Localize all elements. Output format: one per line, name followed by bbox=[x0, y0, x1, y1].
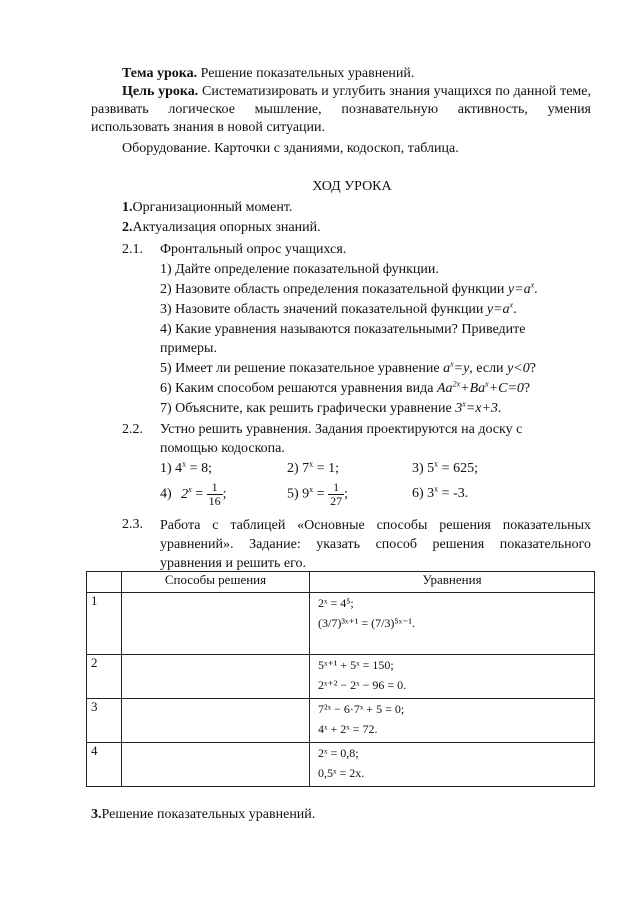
question-3: 3) Назовите область значений показательной функции $y=a^x$. bbox=[160, 300, 517, 317]
question-5: 5) Имеет ли решение показательное уравнение $a^x=y$, если y<0? bbox=[160, 359, 536, 376]
question-4-a: 4) Какие уравнения называются показательными? Приведите bbox=[160, 322, 526, 337]
question-2: 2) Назовите область определения показательной функции $y=a^x$. bbox=[160, 280, 538, 297]
item-2-3-text: Работа с таблицей «Основные способы решения показательных уравнений». Задание: указать способ решения показательного уравнения и решить его. bbox=[160, 518, 591, 571]
table-row: 3 7²ˣ − 6·7ˣ + 5 = 0; 4ˣ + 2ˣ = 72. bbox=[87, 699, 595, 743]
course-title: ХОД УРОКА bbox=[312, 179, 392, 194]
question-6: 6) Каким способом решаются уравнения вида $Aa^{2x}+Ba^x+C=0$? bbox=[160, 379, 531, 396]
row-1-equation-1: 2ˣ = 4⁵; bbox=[318, 596, 354, 610]
item-2-1-title: Фронтальный опрос учащихся. bbox=[160, 242, 347, 257]
item-2-1-number: 2.1. bbox=[122, 242, 143, 257]
section-1: 1.Организационный момент. bbox=[122, 200, 293, 215]
goal-paragraph: Цель урока. Систематизировать и углубить знания учащихся по данной теме, развивать логическое мышление, познавательную активность, умения использовать знания в новой ситуации. bbox=[91, 84, 591, 135]
equation-3: 3) $5^x = 625$; bbox=[412, 459, 478, 476]
table-row: 1 2ˣ = 4⁵; (3/7)³ˣ⁺¹ = (7/3)⁵ˣ⁻¹. bbox=[87, 593, 595, 655]
equation-2: 2) $7^x = 1$; bbox=[287, 459, 339, 476]
table-row: 4 2ˣ = 0,8; 0,5ˣ = 2x. bbox=[87, 743, 595, 787]
table-row: 2 5ˣ⁺¹ + 5ˣ = 150; 2ˣ⁺² − 2ˣ − 96 = 0. bbox=[87, 655, 595, 699]
table-header-row bbox=[87, 572, 595, 593]
topic-line: Тема урока. Решение показательных уравнений. bbox=[122, 66, 415, 81]
section-2: 2.Актуализация опорных знаний. bbox=[122, 220, 321, 235]
table-header-methods: Способы решения bbox=[122, 572, 310, 593]
item-2-3-number: 2.3. bbox=[122, 517, 143, 532]
equation-4: 4) $2^x$ = $\frac{1}{16}$ ; bbox=[160, 480, 227, 508]
row-4-equation-2: 0,5ˣ = 2x. bbox=[318, 766, 365, 780]
item-2-2-text-b: помощью кодоскопа. bbox=[160, 441, 285, 456]
question-7: 7) Объясните, как решить графически уравнение $3^x=x+3$. bbox=[160, 399, 502, 416]
question-1: 1) Дайте определение показательной функции. bbox=[160, 262, 439, 277]
item-2-2-number: 2.2. bbox=[122, 422, 143, 437]
table-header-equations: Уравнения bbox=[310, 572, 595, 593]
row-3-equation-1: 7²ˣ − 6·7ˣ + 5 = 0; bbox=[318, 702, 405, 716]
equation-5: 5) $9^x$ = $\frac{1}{27}$ ; bbox=[287, 480, 348, 508]
question-4-b: примеры. bbox=[160, 341, 217, 356]
table-header-number bbox=[87, 572, 122, 593]
section-3: 3.Решение показательных уравнений. bbox=[91, 807, 316, 822]
methods-table bbox=[86, 571, 595, 787]
row-2-equation-2: 2ˣ⁺² − 2ˣ − 96 = 0. bbox=[318, 678, 407, 692]
equation-1: 1) $4^x = 8$; bbox=[160, 459, 212, 476]
row-4-equation-1: 2ˣ = 0,8; bbox=[318, 746, 359, 760]
row-1-equation-2: (3/7)³ˣ⁺¹ = (7/3)⁵ˣ⁻¹. bbox=[318, 616, 416, 630]
row-3-equation-2: 4ˣ + 2ˣ = 72. bbox=[318, 722, 378, 736]
equation-6: 6) $3^x = -3$. bbox=[412, 484, 469, 501]
equipment-line: Оборудование. Карточки с зданиями, кодоскоп, таблица. bbox=[122, 141, 459, 156]
item-2-2-text-a: Устно решить уравнения. Задания проектируются на доску с bbox=[160, 422, 523, 437]
row-2-equation-1: 5ˣ⁺¹ + 5ˣ = 150; bbox=[318, 658, 394, 672]
fraction-1-16: $\frac{1}{16}$ bbox=[208, 480, 221, 508]
fraction-1-27: $\frac{1}{27}$ bbox=[330, 480, 343, 508]
